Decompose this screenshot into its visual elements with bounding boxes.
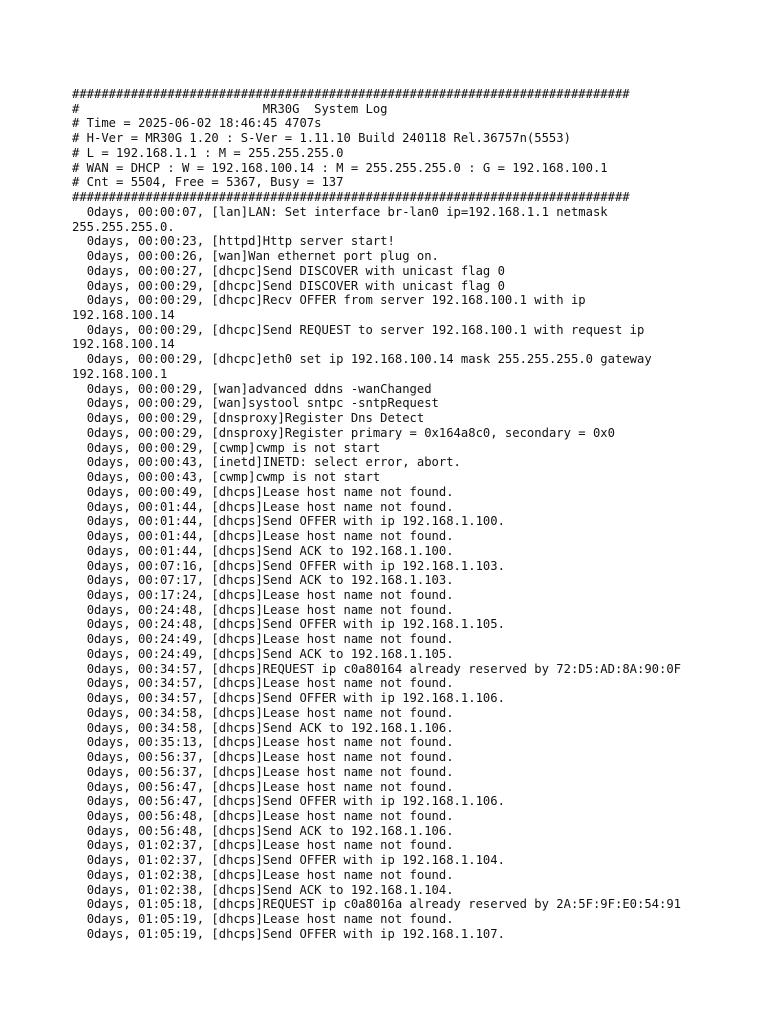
log-entry: 0days, 00:01:44, [dhcps]Send OFFER with ip 192.168.1.100. <box>86 514 505 529</box>
log-entry: 0days, 01:05:19, [dhcps]Lease host name not found. <box>86 912 454 927</box>
log-count: # Cnt = 5504, Free = 5367, Busy = 137 <box>72 175 344 190</box>
system-log-document <box>72 87 762 942</box>
log-entry: 0days, 01:02:37, [dhcps]Send OFFER with ip 192.168.1.104. <box>86 853 505 868</box>
log-lan-info: # L = 192.168.1.1 : M = 255.255.255.0 <box>72 145 344 160</box>
log-entry: 0days, 01:02:38, [dhcps]Send ACK to 192.168.1.104. <box>86 882 454 897</box>
log-wan-info: # WAN = DHCP : W = 192.168.100.14 : M = 255.255.255.0 : G = 192.168.100.1 <box>72 160 608 175</box>
log-entry: 0days, 00:00:27, [dhcpc]Send DISCOVER with unicast flag 0 <box>86 263 505 278</box>
log-entry: 0days, 00:00:29, [dhcpc]eth0 set ip 192.168.100.14 mask 255.255.255.0 gateway <box>86 352 652 367</box>
log-entry: 0days, 01:02:38, [dhcps]Lease host name not found. <box>86 867 454 882</box>
log-entry: 0days, 00:00:43, [cwmp]cwmp is not start <box>86 470 381 485</box>
log-entry: 0days, 00:07:17, [dhcps]Send ACK to 192.168.1.103. <box>86 573 454 588</box>
log-entry: 0days, 00:56:47, [dhcps]Lease host name not found. <box>86 779 454 794</box>
log-entry: 0days, 01:02:37, [dhcps]Lease host name not found. <box>86 838 454 853</box>
log-entry: 0days, 00:07:16, [dhcps]Send OFFER with ip 192.168.1.103. <box>86 558 505 573</box>
log-entry: 0days, 00:34:58, [dhcps]Send ACK to 192.168.1.106. <box>86 720 454 735</box>
log-entry: 0days, 00:00:29, [wan]systool sntpc -sntpRequest <box>86 396 439 411</box>
log-entry: 0days, 00:01:44, [dhcps]Lease host name not found. <box>86 529 454 544</box>
log-entry: 0days, 00:24:49, [dhcps]Send ACK to 192.168.1.105. <box>86 646 454 661</box>
log-entry: 0days, 00:17:24, [dhcps]Lease host name not found. <box>86 587 454 602</box>
log-entry: 0days, 00:34:57, [dhcps]REQUEST ip c0a80164 already reserved by 72:D5:AD:8A:90:0F <box>86 661 682 676</box>
log-version: # H-Ver = MR30G 1.20 : S-Ver = 1.11.10 Build 240118 Rel.36757n(5553) <box>72 131 571 146</box>
header-rule-top: ############################################################################ <box>72 87 630 101</box>
log-entry: 0days, 00:24:49, [dhcps]Lease host name not found. <box>86 632 454 647</box>
log-entry: 0days, 00:35:13, [dhcps]Lease host name not found. <box>86 735 454 750</box>
log-entry: 0days, 00:24:48, [dhcps]Send OFFER with ip 192.168.1.105. <box>86 617 505 632</box>
log-entry: 0days, 00:00:29, [wan]advanced ddns -wanChanged <box>86 381 432 396</box>
log-entry-wrap: 192.168.100.1 <box>72 366 168 381</box>
log-entry-wrap: 255.255.255.0. <box>72 219 175 234</box>
log-time: # Time = 2025-06-02 18:46:45 4707s <box>72 116 322 131</box>
log-entry: 0days, 00:00:49, [dhcps]Lease host name not found. <box>86 484 454 499</box>
log-entry: 0days, 00:00:29, [dhcpc]Recv OFFER from server 192.168.100.1 with ip <box>86 293 586 308</box>
log-entry: 0days, 00:00:29, [cwmp]cwmp is not start <box>86 440 381 455</box>
log-entry: 0days, 00:34:58, [dhcps]Lease host name not found. <box>86 705 454 720</box>
log-entry: 0days, 01:05:18, [dhcps]REQUEST ip c0a8016a already reserved by 2A:5F:9F:E0:54:91 <box>86 897 682 912</box>
log-entry: 0days, 00:34:57, [dhcps]Send OFFER with ip 192.168.1.106. <box>86 691 505 706</box>
log-entries <box>72 205 762 942</box>
log-entry: 0days, 00:01:44, [dhcps]Send ACK to 192.168.1.100. <box>86 543 454 558</box>
log-entry-wrap: 192.168.100.14 <box>72 337 175 352</box>
log-entry: 0days, 00:00:29, [dhcpc]Send REQUEST to server 192.168.100.1 with request ip <box>86 322 645 337</box>
header-rule-bottom: ############################################################################ <box>72 190 630 205</box>
log-entry: 0days, 00:00:29, [dnsproxy]Register Dns Detect <box>86 411 425 426</box>
log-entry: 0days, 00:34:57, [dhcps]Lease host name not found. <box>86 676 454 691</box>
log-entry: 0days, 00:00:29, [dnsproxy]Register primary = 0x164a8c0, secondary = 0x0 <box>86 425 615 440</box>
log-entry: 0days, 00:56:47, [dhcps]Send OFFER with ip 192.168.1.106. <box>86 794 505 809</box>
log-entry: 0days, 00:01:44, [dhcps]Lease host name not found. <box>86 499 454 514</box>
log-entry: 0days, 00:00:23, [httpd]Http server start! <box>86 234 395 249</box>
log-entry: 0days, 00:56:37, [dhcps]Lease host name not found. <box>86 764 454 779</box>
log-entry: 0days, 00:00:29, [dhcpc]Send DISCOVER with unicast flag 0 <box>86 278 505 293</box>
log-entry-wrap: 192.168.100.14 <box>72 308 175 323</box>
log-entry: 0days, 01:05:19, [dhcps]Send OFFER with ip 192.168.1.107. <box>86 926 505 941</box>
log-entry: 0days, 00:56:48, [dhcps]Send ACK to 192.168.1.106. <box>86 823 454 838</box>
log-entry: 0days, 00:24:48, [dhcps]Lease host name not found. <box>86 602 454 617</box>
log-entry: 0days, 00:56:37, [dhcps]Lease host name not found. <box>86 750 454 765</box>
log-entry: 0days, 00:00:26, [wan]Wan ethernet port plug on. <box>86 249 439 264</box>
log-entry: 0days, 00:00:07, [lan]LAN: Set interface br-lan0 ip=192.168.1.1 netmask <box>86 204 608 219</box>
log-entry: 0days, 00:00:43, [inetd]INETD: select error, abort. <box>86 455 461 470</box>
log-title: # MR30G System Log <box>72 101 388 116</box>
log-entry: 0days, 00:56:48, [dhcps]Lease host name not found. <box>86 808 454 823</box>
